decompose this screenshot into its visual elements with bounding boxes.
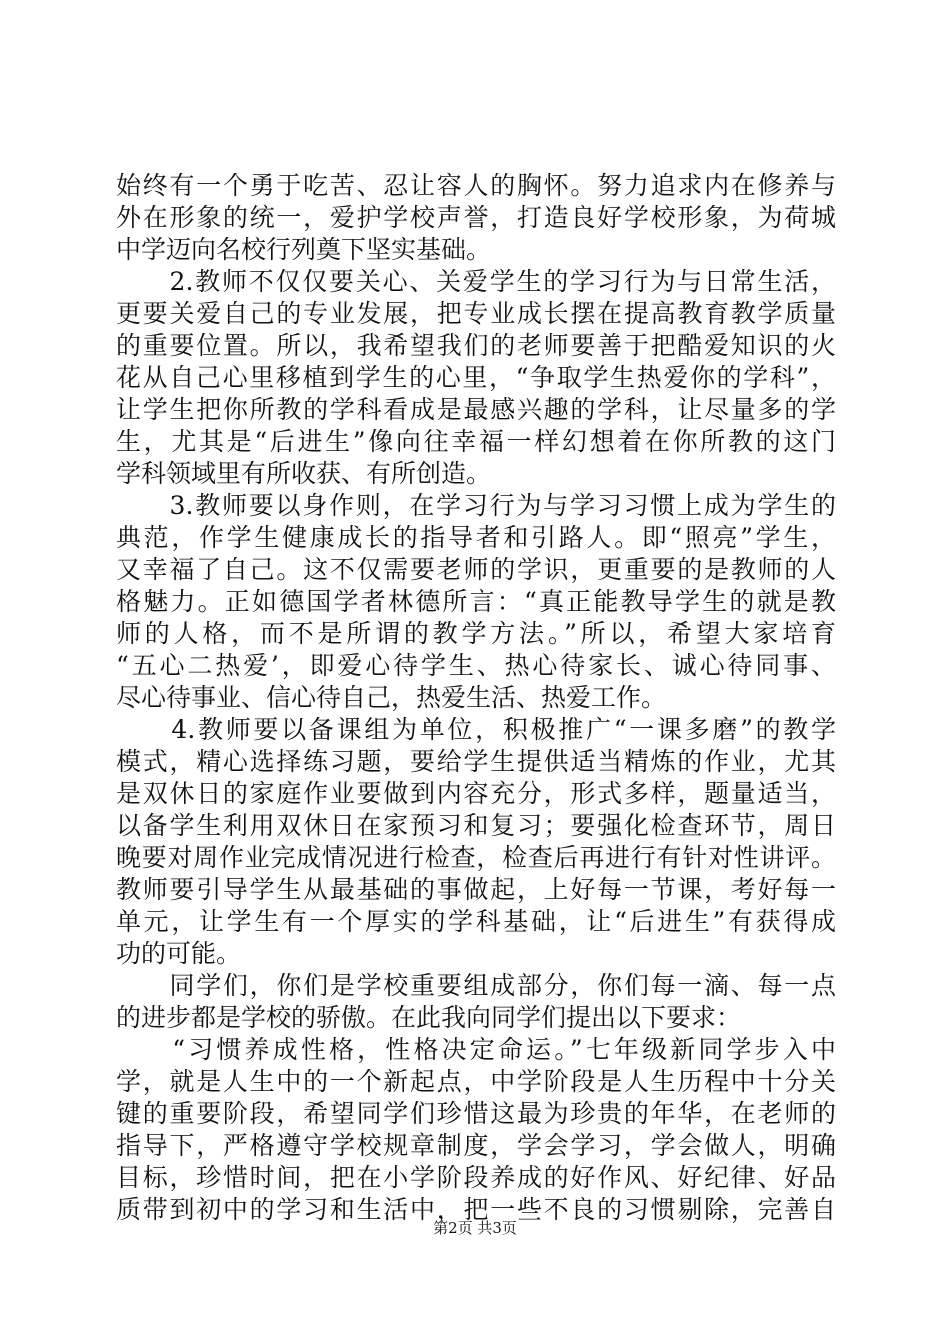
- text-line: “五心二热爱’，即爱心待学生、热心待家长、诚心待同事、: [116, 651, 836, 680]
- text-line: 以备学生利用双休日在家预习和复习；要强化检查环节，周日: [116, 811, 836, 840]
- text-line: 始终有一个勇于吃苦、忍让容人的胸怀。努力追求内在修养与: [116, 171, 836, 200]
- text-line: 的进步都是学校的骄傲。在此我向同学们提出以下要求：: [116, 1003, 742, 1032]
- text-line: 2.教师不仅仅要关心、关爱学生的学习行为与日常生活，: [116, 267, 836, 296]
- text-line: 的重要位置。所以，我希望我们的老师要善于把酷爱知识的火: [116, 331, 836, 360]
- text-line: 花从自己心里移植到学生的心里，“争取学生热爱你的学科”，: [116, 363, 836, 392]
- text-line: 师的人格，而不是所谓的教学方法。”所以，希望大家培育: [116, 619, 836, 648]
- text-line: 目标，珍惜时间，把在小学阶段养成的好作风、好纪律、好品: [116, 1163, 836, 1192]
- text-line: 3.教师要以身作则，在学习行为与学习习惯上成为学生的: [116, 491, 836, 520]
- text-line: 中学迈向名校行列奠下坚实基础。: [116, 235, 492, 264]
- text-line: 尽心待事业、信心待自己，热爱生活、热爱工作。: [116, 683, 667, 712]
- text-line: 典范，作学生健康成长的指导者和引路人。即“照亮”学生，: [116, 523, 836, 552]
- text-line: 格魅力。正如德国学者林德所言：“真正能教导学生的就是教: [116, 587, 836, 616]
- text-line: 模式，精心选择练习题，要给学生提供适当精炼的作业，尤其: [116, 747, 836, 776]
- text-line: 单元，让学生有一个厚实的学科基础，让“后进生”有获得成: [116, 907, 836, 936]
- text-line: 4.教师要以备课组为单位，积极推广“一课多磨”的教学: [116, 715, 836, 744]
- text-line: “习惯养成性格，性格决定命运。”七年级新同学步入中: [116, 1035, 836, 1064]
- text-line: 更要关爱自己的专业发展，把专业成长摆在提高教育教学质量: [116, 299, 836, 328]
- text-line: 教师要引导学生从最基础的事做起，上好每一节课，考好每一: [116, 875, 836, 904]
- page-number-label: 第2页 共3页: [433, 1219, 517, 1237]
- text-line: 指导下，严格遵守学校规章制度，学会学习，学会做人，明确: [116, 1131, 836, 1160]
- text-line: 键的重要阶段，希望同学们珍惜这最为珍贵的年华，在老师的: [116, 1099, 836, 1128]
- text-line: 又幸福了自己。这不仅需要老师的学识，更重要的是教师的人: [116, 555, 836, 584]
- text-line: 质带到初中的学习和生活中，把一些不良的习惯剔除，完善自: [116, 1195, 836, 1224]
- text-line: 生，尤其是“后进生”像向往幸福一样幻想着在你所教的这门: [116, 427, 836, 456]
- text-line: 学，就是人生中的一个新起点，中学阶段是人生历程中十分关: [116, 1067, 836, 1096]
- text-line: 让学生把你所教的学科看成是最感兴趣的学科，让尽量多的学: [116, 395, 836, 424]
- text-line: 同学们，你们是学校重要组成部分，你们每一滴、每一点: [116, 971, 836, 1000]
- text-line: 是双休日的家庭作业要做到内容充分，形式多样，题量适当，: [116, 779, 836, 808]
- page-footer: [0, 1218, 950, 1238]
- text-line: 功的可能。: [116, 939, 242, 968]
- text-line: 外在形象的统一，爱护学校声誉，打造良好学校形象，为荷城: [116, 203, 836, 232]
- text-line: 学科领域里有所收获、有所创造。: [116, 459, 492, 488]
- text-line: 晚要对周作业完成情况进行检查，检查后再进行有针对性讲评。: [116, 843, 836, 872]
